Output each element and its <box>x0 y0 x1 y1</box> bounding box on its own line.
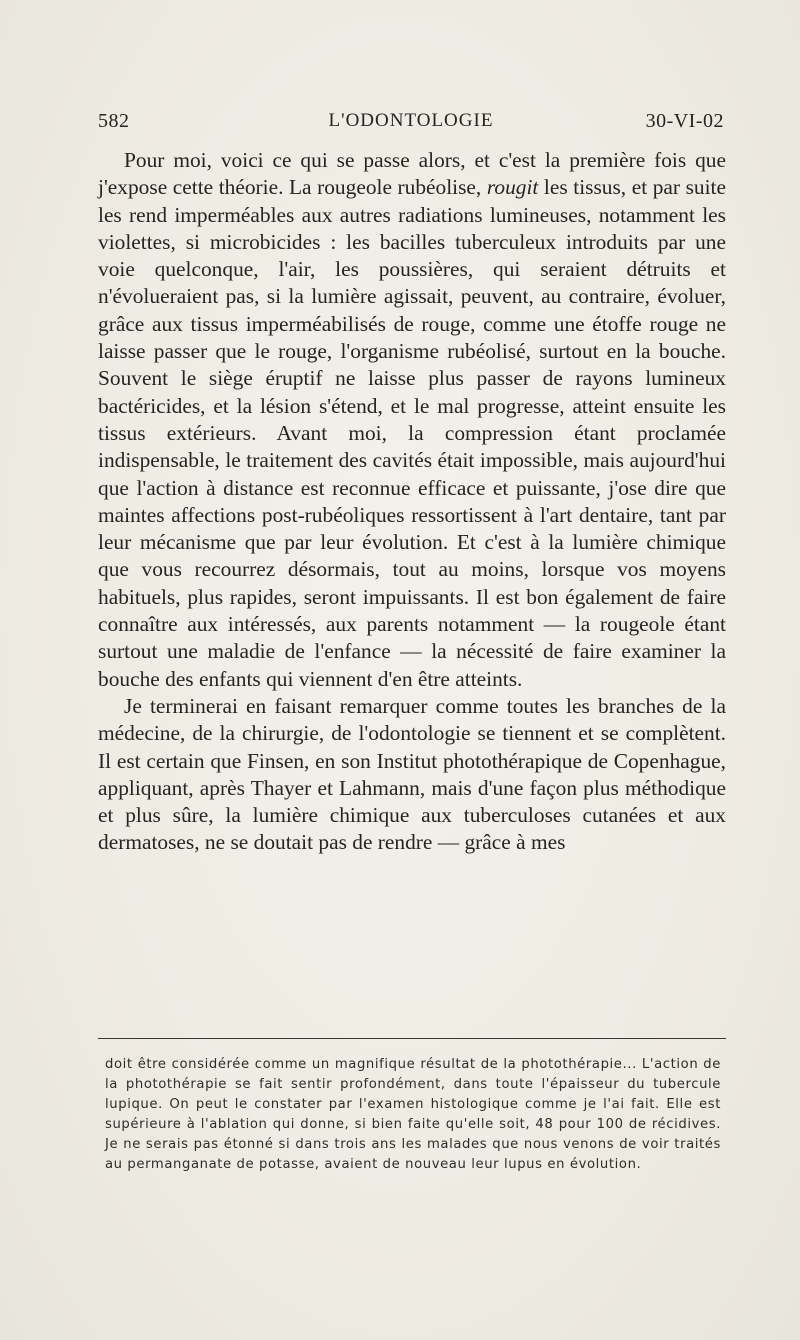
main-text <box>98 147 726 857</box>
footnote <box>105 1055 721 1175</box>
footnote-divider <box>98 1038 726 1039</box>
paragraph-2: Je terminerai en faisant remarquer comme toutes les branches de la médecine, de la chirurgie, de l'odontologie se tiennent et se complètent. Il est certain que Finsen, en son Institut photothérapique de Copenhague, appliquant, après Thayer et Lahmann, mais d'une façon plus méthodique et plus sûre, la lumière chimique aux tuberculoses cutanées et aux dermatoses, ne se doutait pas de rendre — grâce à mes <box>98 693 726 855</box>
running-title: L'ODONTOLOGIE <box>328 110 494 131</box>
paragraph-1-text-start: Pour moi, voici ce qui se passe alors, et c'est la première fois que j'expose cette théorie. La rougeole rubéolise, <box>98 148 726 200</box>
footnote-text: doit être considérée comme un magnifique résultat de la photothérapie... L'action de la photothérapie se fait sentir profondément, dans toute l'épaisseur du tubercule lupique. On peut le constater par l'examen histologique comme je l'ai fait. Elle est supérieure à l'ablation qui donne, si bien faite qu'elle soit, 48 pour 100 de récidives. Je ne serais pas étonné si dans trois ans les malades que nous venons de voir traités au permanganate de potasse, avaient de nouveau leur lupus en évolution. <box>105 1057 721 1172</box>
paragraph-1-emphasis: rougit <box>486 175 539 200</box>
running-header <box>98 110 724 140</box>
issue-date: 30-VI-02 <box>645 110 724 132</box>
paragraph-1 <box>98 147 726 693</box>
page-number: 582 <box>98 110 130 132</box>
paragraph-1-text-end: les tissus, et par suite les rend imperméables aux autres radiations lumineuses, notamment les violettes, si microbicides : les bacilles tuberculeux introduits par une voie quelconque, l'air, les poussières, qui seraient détruits et n'évolueraient pas, si la lumière agissait, peuvent, au contraire, évoluer, grâce aux tissus imperméabilisés de rouge, comme une étoffe rouge ne laisse passer que le rouge, l'organisme rubéolisé, surtout en la bouche. Souvent le siège éruptif ne laisse plus passer de rayons lumineux bactéricides, et la lésion s'étend, et le mal progresse, atteint ensuite les tissus extérieurs. Avant moi, la compression étant proclamée indispensable, le traitement des cavités était impossible, mais aujourd'hui que l'action à distance est reconnue efficace et puissante, j'ose dire que maintes affections post-rubéoliques ressortissent à l'art dentaire, tant par leur mécanisme que par leur évolution. Et c'est à la lumière chimique que vous recourrez désormais, tout au moins, lorsque vos moyens habituels, plus rapides, seront impuissants. Il est bon également de faire connaître aux intéressés, aux parents notamment — la rougeole étant surtout une maladie de l'enfance — la nécessité de faire examiner la bouche des enfants qui viennent d'en être atteints. <box>98 175 726 691</box>
